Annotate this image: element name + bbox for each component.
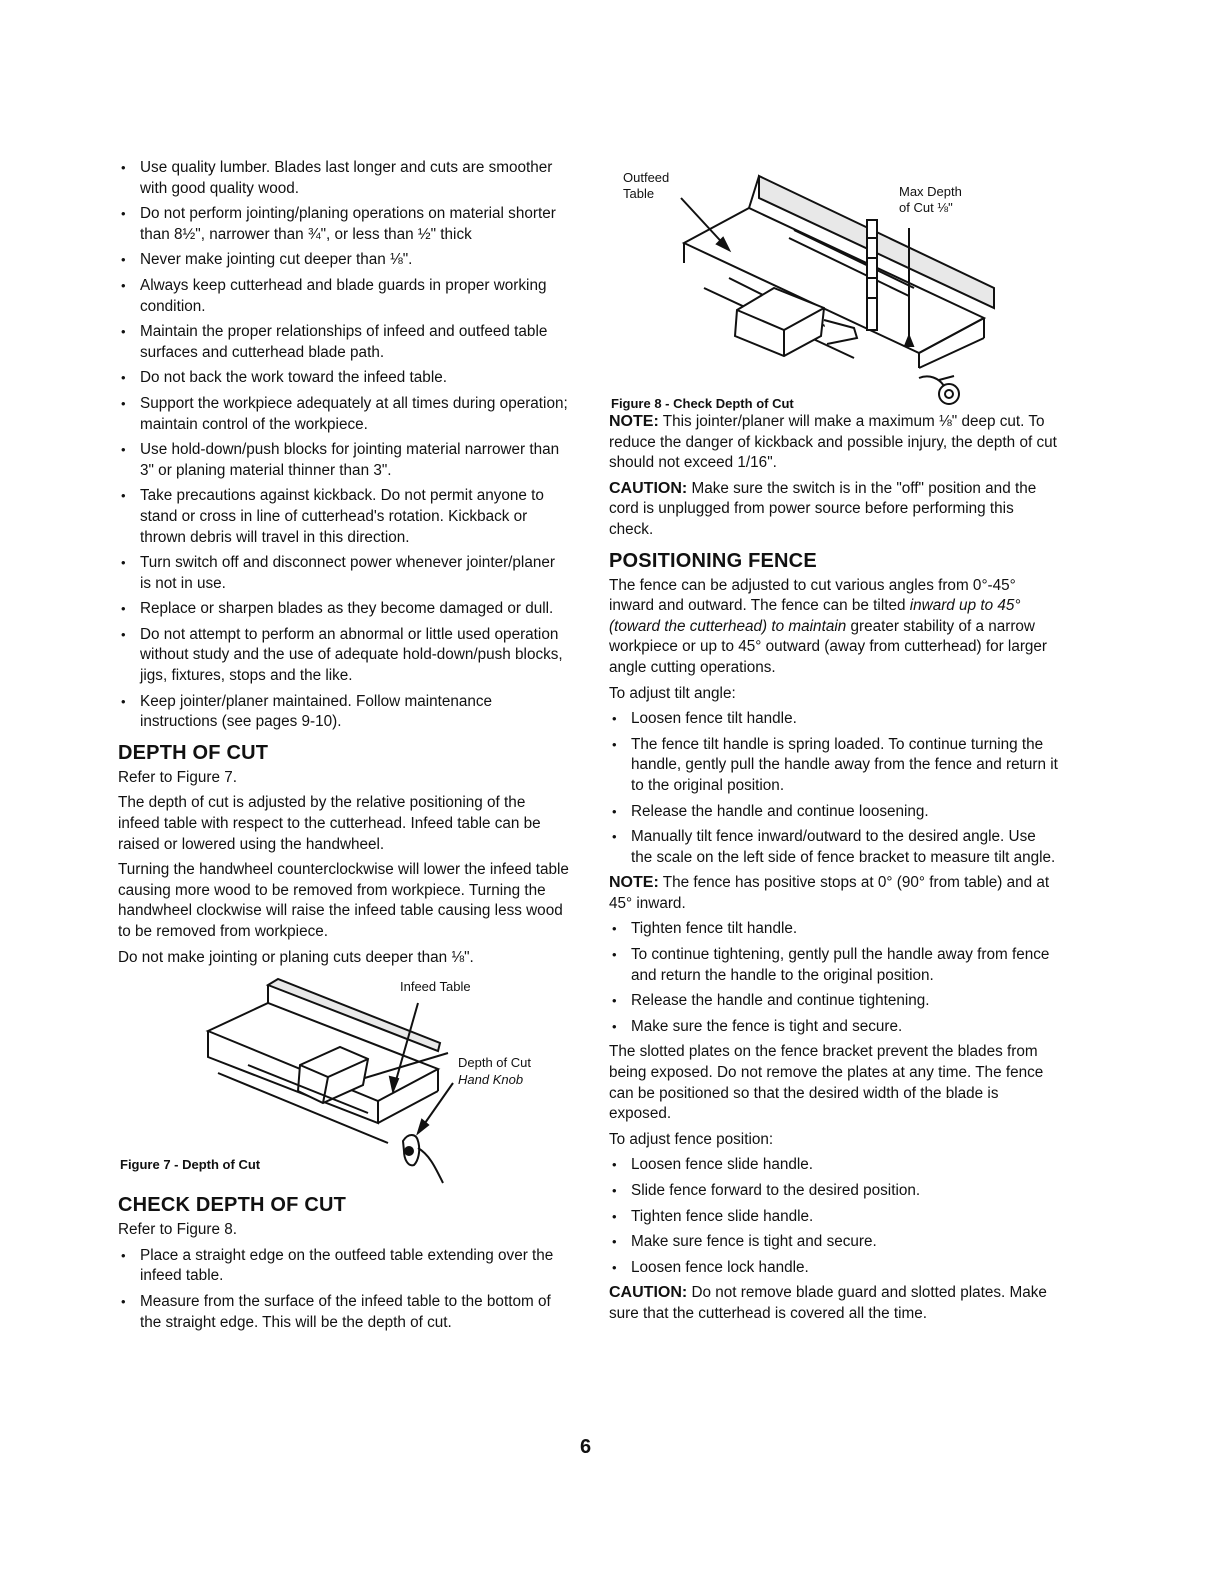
- list-item: • Manually tilt fence inward/outward to the desired angle. Use the scale on the left side of fence bracket to measure tilt angle.: [609, 827, 1059, 868]
- list-item: • Measure from the surface of the infeed table to the bottom of the straight edge. This will be the depth of cut.: [118, 1292, 570, 1333]
- page-number: 6: [580, 1436, 592, 1458]
- list-item: • Use hold-down/push blocks for jointing material narrower than 3" or planing material thinner than 3".: [118, 440, 570, 481]
- list-item: • Release the handle and continue loosening.: [609, 802, 1059, 823]
- label-depth-of-cut: Depth of Cut: [458, 1055, 531, 1071]
- tilt-title: To adjust tilt angle:: [609, 684, 736, 702]
- figure-8-caption: Figure 8 - Check Depth of Cut: [611, 396, 794, 411]
- figure-8-illustration: [609, 168, 1059, 412]
- figure-8: [609, 168, 1059, 412]
- caution-text: Make sure the switch is in the "off" position and the cord is unplugged from power source before performing this check.: [609, 479, 1037, 538]
- check-depth-heading: CHECK DEPTH OF CUT: [118, 1194, 347, 1217]
- list-item: • Tighten fence tilt handle.: [609, 919, 1059, 940]
- tilt-steps-list: [609, 709, 1059, 868]
- list-item: • Do not attempt to perform an abnormal or little used operation without study and the use of adequate hold-down/push blocks, jigs, fixtures, stops and the like.: [118, 625, 570, 687]
- label-table: Table: [623, 186, 655, 201]
- tighten-steps-list: [609, 919, 1059, 1037]
- caution-switch: [609, 479, 1059, 541]
- positioning-fence-heading: POSITIONING FENCE: [609, 549, 817, 572]
- note-label: NOTE:: [609, 413, 659, 430]
- list-item: • Take precautions against kickback. Do not permit anyone to stand or cross in line of cutterhead's rotation. Kickback or thrown debris will travel in this direction.: [118, 486, 570, 548]
- depth-of-cut-paragraph: The depth of cut is adjusted by the relative positioning of the infeed table with respect to the cutterhead. Infeed table can be raised or lowered using the handwheel.: [118, 794, 541, 853]
- list-item: • Loosen fence lock handle.: [609, 1258, 1059, 1279]
- caution-label: CAUTION:: [609, 479, 688, 497]
- note-text: The fence has positive stops at 0° (90° from table) and at 45° inward.: [609, 874, 1050, 912]
- list-item: • Slide fence forward to the desired position.: [609, 1181, 1059, 1202]
- list-item: • Make sure fence is tight and secure.: [609, 1232, 1059, 1253]
- list-item: • Maintain the proper relationships of infeed and outfeed table surfaces and cutterhead blade path.: [118, 322, 570, 363]
- list-item: • Do not back the work toward the infeed table.: [118, 368, 570, 389]
- list-item: • The fence tilt handle is spring loaded. To continue turning the handle, gently pull the handle away from the fence and return it to the original position.: [609, 735, 1059, 797]
- intro-text: The fence can be adjusted to cut various angles from 0°-45° inward and outward. The fence can be tilted: [609, 576, 1016, 615]
- label-max-depth: Max Depth: [899, 184, 962, 199]
- slotted-plates-text: The slotted plates on the fence bracket prevent the blades from being exposed. Do not remove the plates at any time. The fence can be positioned so that the desired width of the blade is exposed.: [609, 1043, 1044, 1123]
- label-of-cut: of Cut ⅛": [899, 200, 953, 215]
- depth-of-cut-paragraph: Turning the handwheel counterclockwise will lower the infeed table causing more wood to be removed from workpiece. Turning the handwheel clockwise will raise the infeed table causing less wood to be removed from workpiece.: [118, 861, 569, 940]
- left-column: [118, 158, 570, 1338]
- figure-7: [118, 973, 570, 1185]
- list-item: • Loosen fence slide handle.: [609, 1155, 1059, 1176]
- list-item: • Use quality lumber. Blades last longer and cuts are smoother with good quality wood.: [118, 158, 570, 199]
- check-depth-list: [118, 1246, 570, 1333]
- caution-blade-guard: [609, 1283, 1059, 1324]
- list-item: • Make sure the fence is tight and secure.: [609, 1017, 1059, 1038]
- safety-rules-list: [118, 158, 570, 733]
- list-item: • Support the workpiece adequately at all times during operation; maintain control of the workpiece.: [118, 394, 570, 435]
- list-item: • Release the handle and continue tightening.: [609, 991, 1059, 1012]
- position-title: To adjust fence position:: [609, 1130, 774, 1148]
- positioning-fence-intro: [609, 576, 1059, 679]
- figure-7-caption: Figure 7 - Depth of Cut: [120, 1157, 261, 1173]
- caution-label: CAUTION:: [609, 1284, 688, 1302]
- list-item: • Never make jointing cut deeper than ⅛".: [118, 250, 570, 271]
- label-infeed-table: Infeed Table: [400, 979, 471, 995]
- list-item: • Tighten fence slide handle.: [609, 1207, 1059, 1228]
- right-column: [609, 168, 1059, 1330]
- position-steps-list: [609, 1155, 1059, 1278]
- intro-italic: inward up to 45° (toward the cutterhead) to maintain: [609, 597, 1021, 635]
- note-max-cut: [609, 412, 1059, 474]
- list-item: • Do not perform jointing/planing operations on material shorter than 8½", narrower than ¾", or less than ½" thick: [118, 204, 570, 245]
- list-item: • Always keep cutterhead and blade guards in proper working condition.: [118, 276, 570, 317]
- list-item: • To continue tightening, gently pull the handle away from fence and return the handle to the original position.: [609, 945, 1059, 986]
- label-hand-knob: Hand Knob: [458, 1072, 524, 1088]
- check-depth-refer: Refer to Figure 8.: [118, 1221, 238, 1239]
- list-item: • Keep jointer/planer maintained. Follow maintenance instructions (see pages 9-10).: [118, 692, 570, 733]
- intro-text: greater stability of a narrow workpiece or up to 45° outward (away from cutterhead) for larger angle cutting operations.: [609, 617, 1048, 676]
- depth-of-cut-refer: Refer to Figure 7.: [118, 768, 238, 786]
- note-text: This jointer/planer will make a maximum ⅛" deep cut. To reduce the danger of kickback and possible injury, the depth of cut should not exceed 1/16".: [609, 413, 1057, 472]
- caution-text: Do not remove blade guard and slotted plates. Make sure that the cutterhead is covered all the time.: [609, 1284, 1047, 1322]
- list-item: • Turn switch off and disconnect power whenever jointer/planer is not in use.: [118, 553, 570, 594]
- list-item: • Place a straight edge on the outfeed table extending over the infeed table.: [118, 1246, 570, 1287]
- depth-of-cut-heading: DEPTH OF CUT: [118, 741, 269, 764]
- list-item: • Replace or sharpen blades as they become damaged or dull.: [118, 599, 570, 620]
- note-label: NOTE:: [609, 874, 659, 892]
- label-outfeed: Outfeed: [623, 170, 670, 185]
- list-item: • Loosen fence tilt handle.: [609, 709, 1059, 730]
- depth-of-cut-paragraph: Do not make jointing or planing cuts deeper than ⅛".: [118, 948, 474, 966]
- note-positive-stops: [609, 873, 1059, 914]
